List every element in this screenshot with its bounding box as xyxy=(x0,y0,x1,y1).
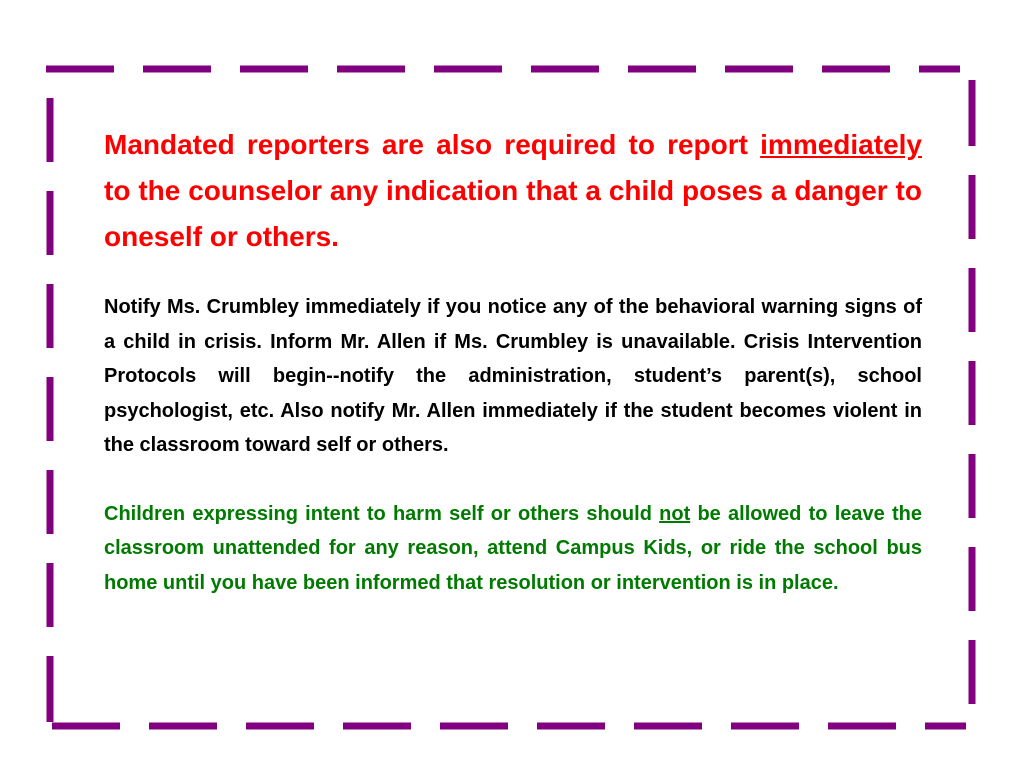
paragraph-3-lead: Children expressing intent to harm self or others should xyxy=(104,502,660,525)
slide-body xyxy=(104,122,922,600)
emphasis-immediately: immediately xyxy=(760,129,922,160)
student-safety-paragraph xyxy=(104,497,922,601)
emphasis-not: not xyxy=(659,502,691,525)
notify-instructions-paragraph: Notify Ms. Crumbley immediately if you notice any of the behavioral warning signs of a child in crisis. Inform Mr. Allen if Ms. Crumbley is unavailable. Crisis Intervention Protocols will begin--notify the administration, student’s parent(s), school psychologist, etc. Also notify Mr. Allen immediately if the student becomes violent in the classroom toward self or others. xyxy=(104,296,922,456)
paragraph-1-rest: to the counselor any indication that a child poses a danger to oneself or others. xyxy=(104,175,922,252)
paragraph-1-lead: Mandated reporters are also required to report xyxy=(104,129,761,160)
paragraph-3-rest: be allowed to leave the classroom unattended for any reason, attend Campus Kids, or ride the school bus home until you have been informed that resolution or intervention is in place. xyxy=(104,502,922,594)
mandated-reporter-paragraph xyxy=(104,122,922,260)
